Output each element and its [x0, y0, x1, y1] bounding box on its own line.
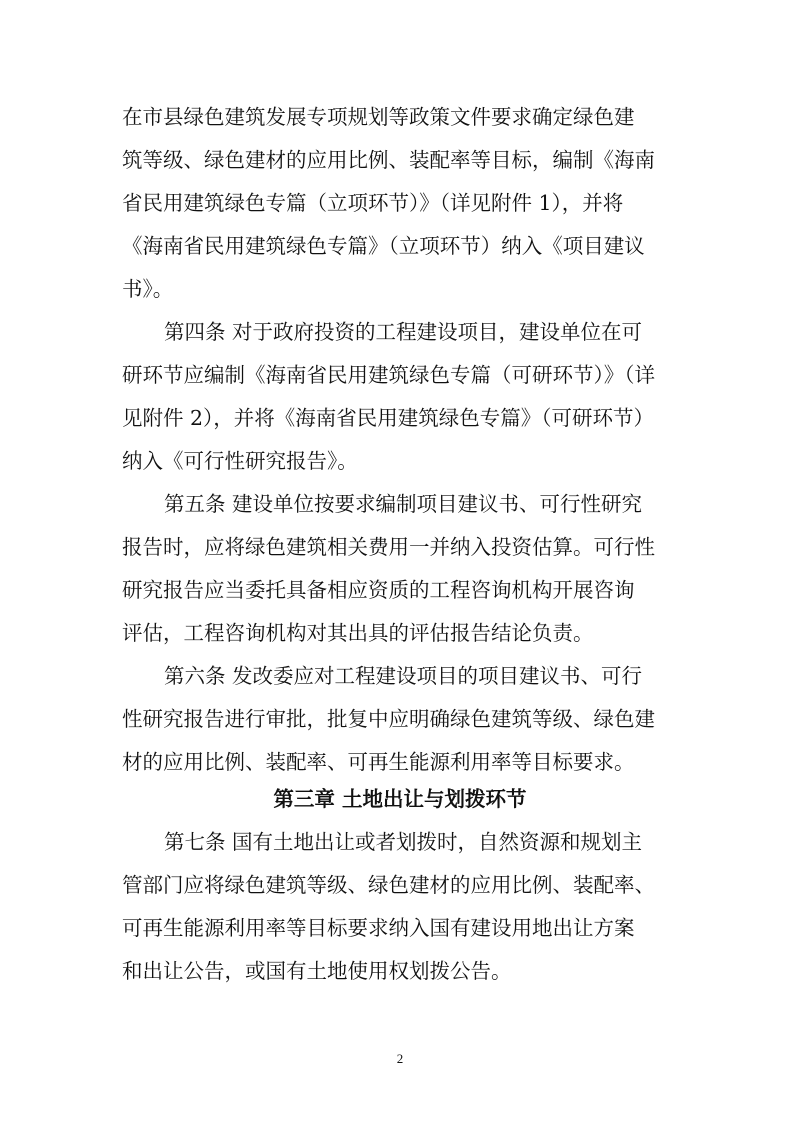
- page-number: 2: [396, 1051, 404, 1066]
- body-line: 管部门应将绿色建筑等级、绿色建材的应用比例、装配率、: [122, 873, 655, 897]
- chapter-heading: 第三章 土地出让与划拨环节: [273, 787, 527, 811]
- article-4-first-line: 第四条 对于政府投资的工程建设项目，建设单位在可: [164, 320, 643, 344]
- body-line: 报告时，应将绿色建筑相关费用一并纳入投资估算。可行性: [122, 535, 655, 559]
- article-7-first-line: 第七条 国有土地出让或者划拨时，自然资源和规划主: [164, 830, 643, 854]
- article-6-first-line: 第六条 发改委应对工程建设项目的项目建议书、可行: [164, 664, 643, 688]
- body-line: 研环节应编制《海南省民用建筑绿色专篇（可研环节）》（详: [122, 363, 655, 387]
- body-line: 评估，工程咨询机构对其出具的评估报告结论负责。: [122, 621, 594, 645]
- body-line: 研究报告应当委托具备相应资质的工程咨询机构开展咨询: [122, 578, 635, 602]
- body-line: 性研究报告进行审批，批复中应明确绿色建筑等级、绿色建: [122, 707, 655, 731]
- body-line: 和出让公告，或国有土地使用权划拨公告。: [122, 959, 512, 983]
- body-line: 可再生能源利用率等目标要求纳入国有建设用地出让方案: [122, 916, 635, 940]
- body-line: 省民用建筑绿色专篇（立项环节）》（详见附件 1），并将: [122, 191, 624, 215]
- body-line: 《海南省民用建筑绿色专篇》（立项环节）纳入《项目建议: [122, 234, 645, 258]
- body-line: 书》。: [122, 277, 174, 301]
- body-line: 筑等级、绿色建材的应用比例、装配率等目标，编制《海南: [122, 148, 655, 172]
- body-line: 纳入《可行性研究报告》。: [122, 449, 358, 473]
- body-line: 见附件 2），并将《海南省民用建筑绿色专篇》（可研环节）: [122, 406, 655, 430]
- body-line: 在市县绿色建筑发展专项规划等政策文件要求确定绿色建: [122, 105, 635, 129]
- body-line: 材的应用比例、装配率、可再生能源利用率等目标要求。: [122, 750, 635, 774]
- article-5-first-line: 第五条 建设单位按要求编制项目建议书、可行性研究: [164, 492, 643, 516]
